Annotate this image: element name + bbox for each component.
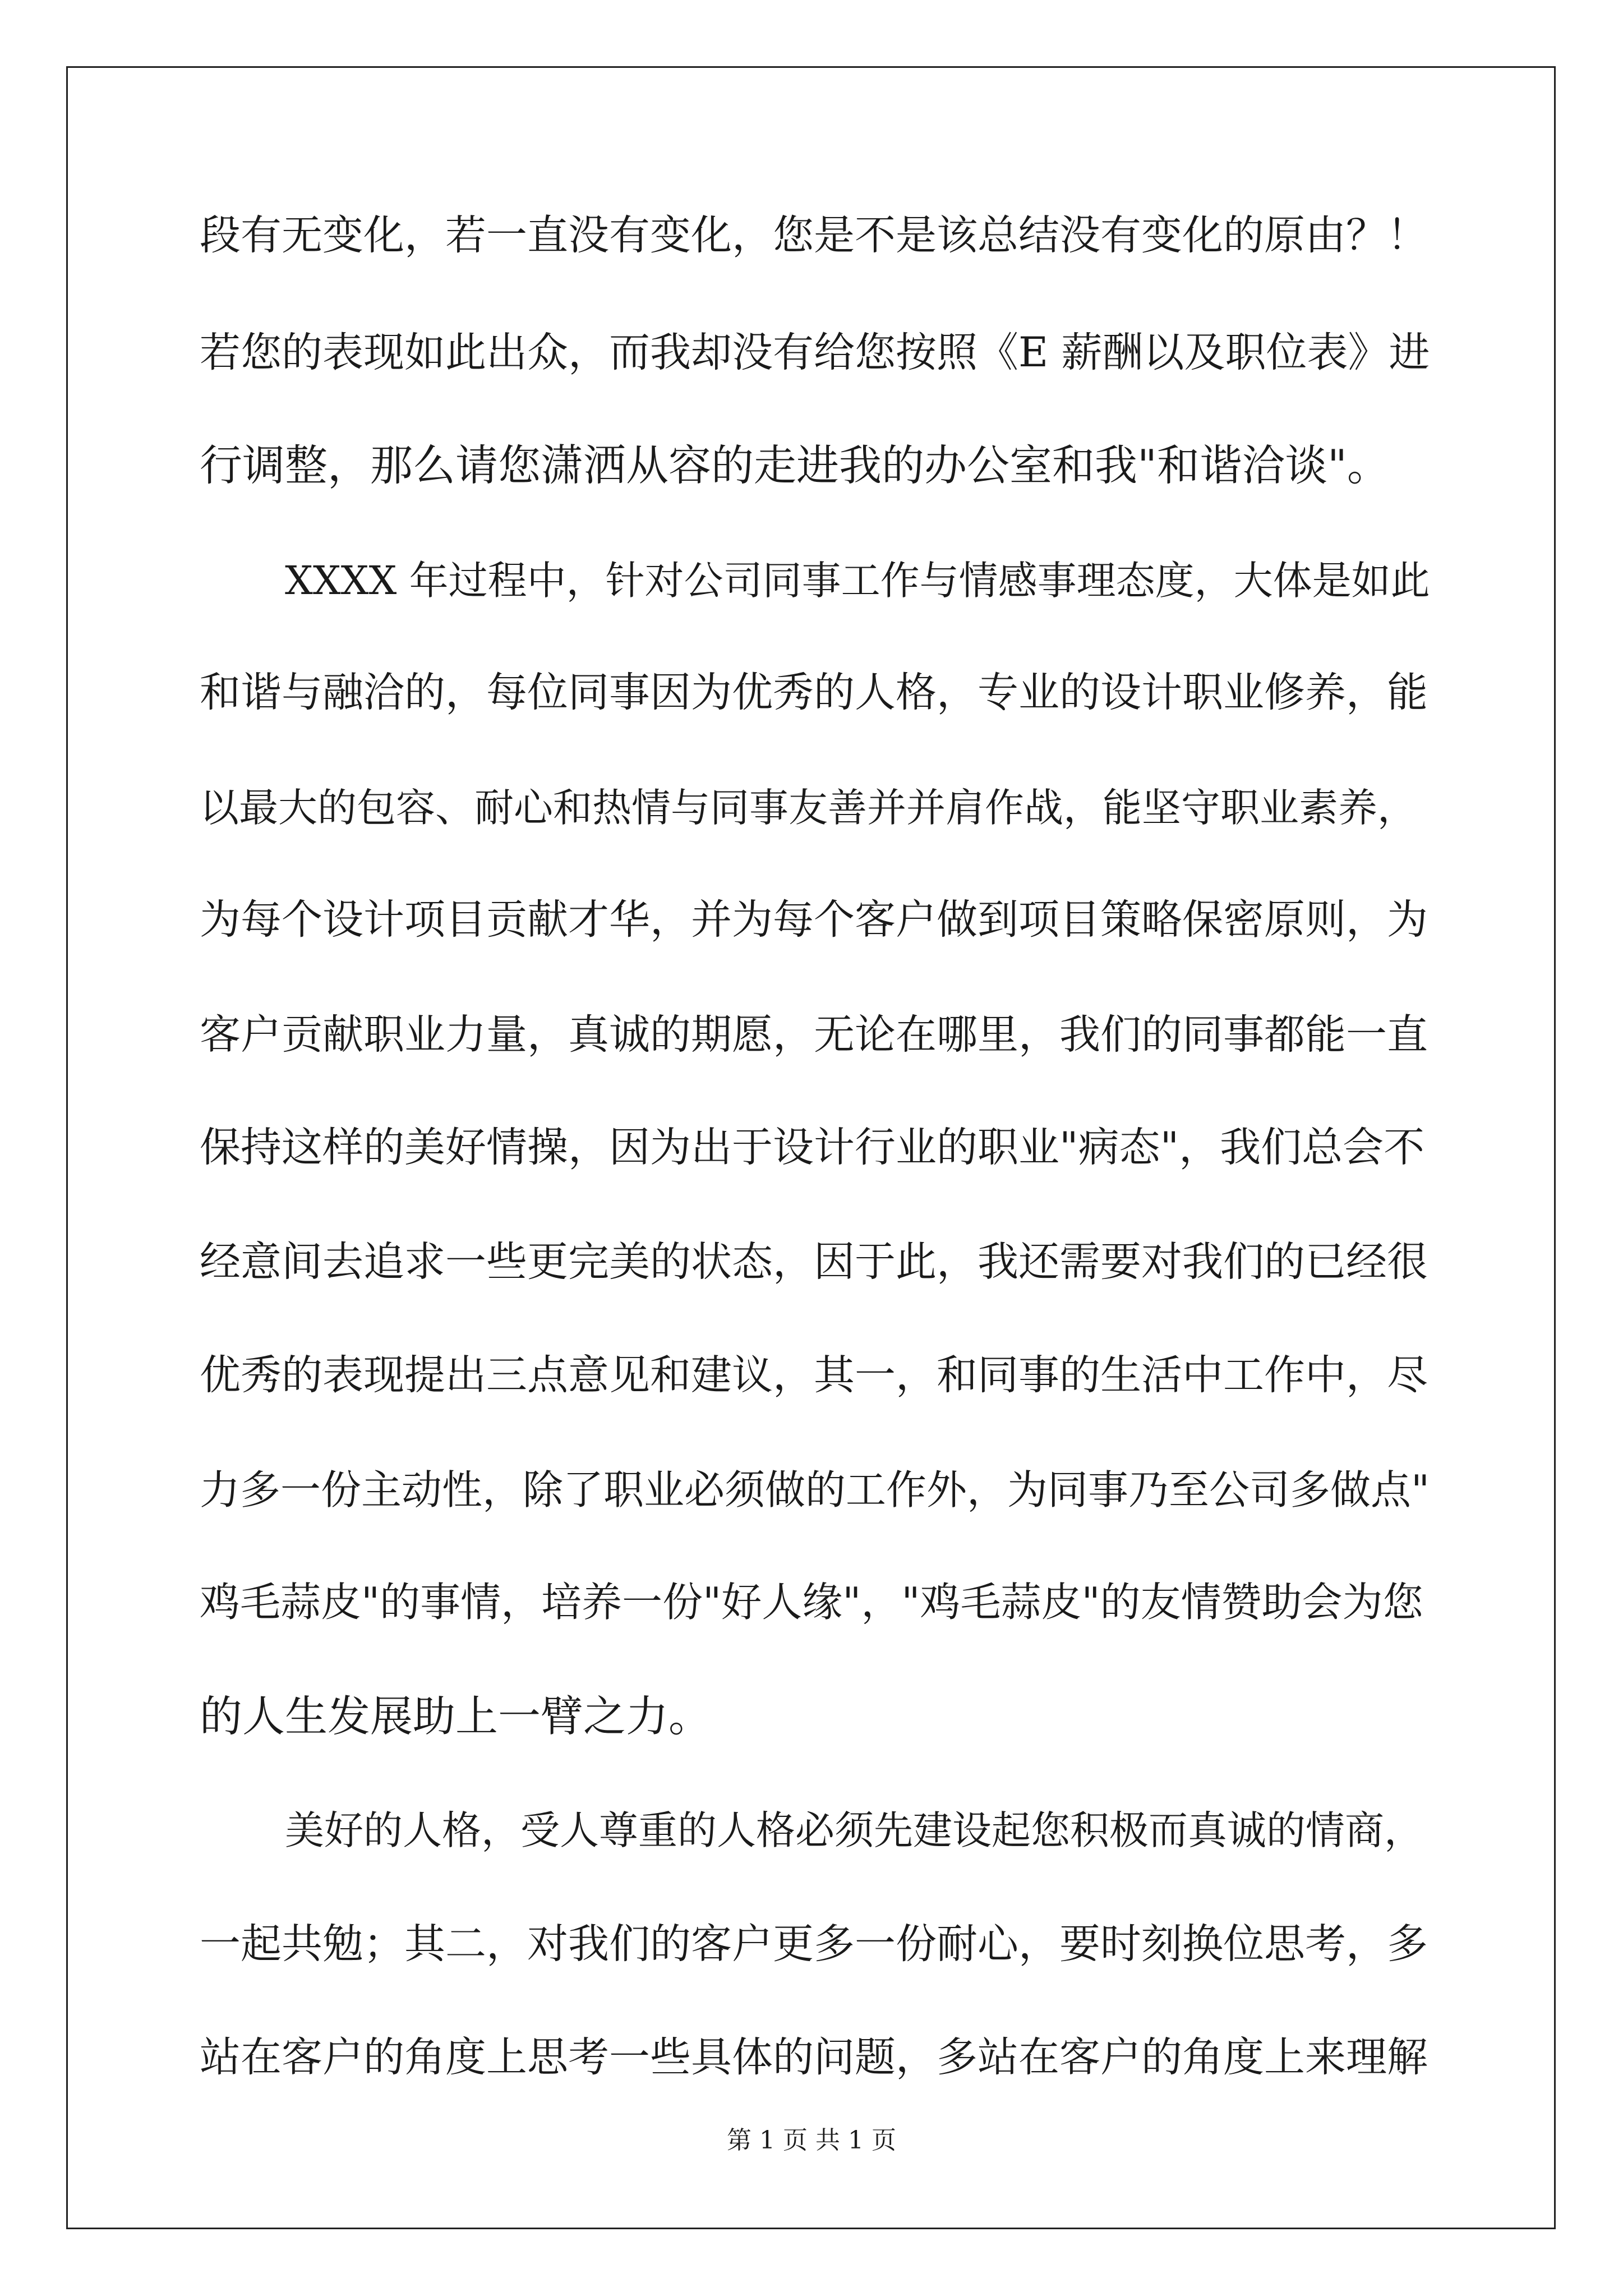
body-line: 站在客户的角度上思考一些具体的问题，多站在客户的角度上来理解 <box>200 2033 1428 2081</box>
body-line: 力多一份主动性，除了职业必须做的工作外，为同事乃至公司多做点" <box>200 1466 1430 1513</box>
body-line: 保持这样的美好情操，因为出于设计行业的职业"病态"，我们总会不 <box>200 1124 1425 1171</box>
body-line: 鸡毛蒜皮"的事情，培养一份"好人缘"，"鸡毛蒜皮"的友情赞助会为您 <box>200 1579 1423 1626</box>
body-line: 行调整，那么请您潇洒从容的走进我的办公室和我"和谐洽谈"。 <box>200 440 1390 490</box>
body-line: 经意间去追求一些更完美的状态，因于此，我还需要对我们的已经很 <box>200 1238 1428 1286</box>
body-line: 的人生发展助上一臂之力。 <box>200 1691 711 1741</box>
body-line: 客户贡献职业力量，真诚的期愿，无论在哪里，我们的同事都能一直 <box>200 1011 1428 1059</box>
body-line: 以最大的包容、耐心和热情与同事友善并并肩作战，能坚守职业素养， <box>200 785 1417 831</box>
paragraph-start-line: XXXX 年过程中，针对公司同事工作与情感事理态度，大体是如此 <box>285 558 1430 604</box>
paragraph-start-line: 美好的人格，受人尊重的人格必须先建设起您积极而真诚的情商， <box>285 1807 1423 1853</box>
body-line: 若您的表现如此出众，而我却没有给您按照《E 薪酬以及职位表》进 <box>200 329 1430 376</box>
body-line: 段有无变化，若一直没有变化，您是不是该总结没有变化的原由？！ <box>200 211 1428 259</box>
body-line: 优秀的表现提出三点意见和建议，其一，和同事的生活中工作中，尽 <box>200 1351 1428 1399</box>
page-number-footer: 第 1 页 共 1 页 <box>727 2126 896 2155</box>
body-line: 为每个设计项目贡献才华，并为每个客户做到项目策略保密原则，为 <box>200 896 1428 944</box>
body-line: 一起共勉；其二，对我们的客户更多一份耐心，要时刻换位思考，多 <box>200 1920 1428 1968</box>
body-line: 和谐与融洽的，每位同事因为优秀的人格，专业的设计职业修养，能 <box>200 669 1428 716</box>
